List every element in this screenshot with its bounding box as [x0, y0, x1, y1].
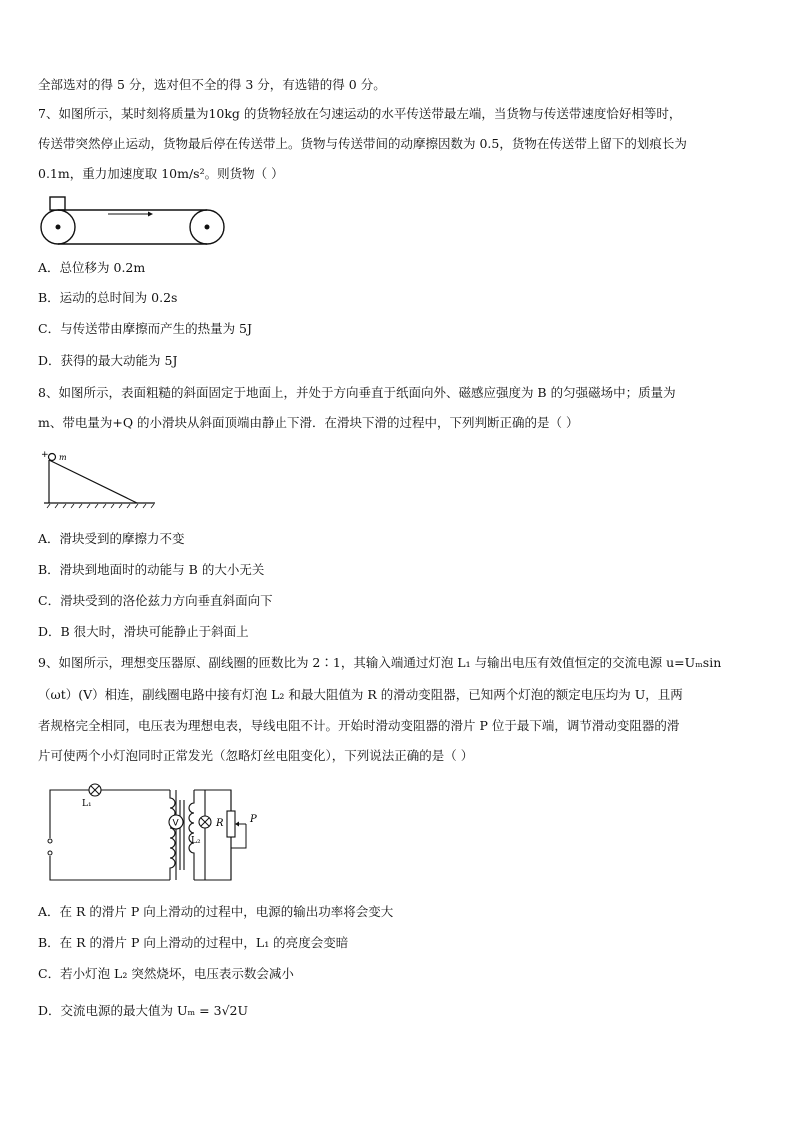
voltmeter: [169, 815, 183, 829]
question-8-option-d: D．B 很大时，滑块可能静止于斜面上: [38, 624, 249, 639]
incline-slope: [49, 460, 137, 503]
question-7-option-c: C．与传送带由摩擦而产生的热量为 5J: [38, 321, 253, 336]
question-8-option-a: A．滑块受到的摩擦力不变: [38, 531, 185, 546]
slider-block: [49, 454, 56, 461]
primary-circuit-wire: [50, 790, 170, 838]
slider-p-label: P: [250, 814, 257, 825]
ac-source-terminal-top: [48, 839, 52, 843]
rheostat-r: [227, 811, 235, 837]
ac-source-terminal-bottom: [48, 851, 52, 855]
question-9-line-1: 9、如图所示，理想变压器原、副线圈的匝数比为 2∶1，其输入端通过灯泡 L₁ 与输出电压有效值恒定的交流电源 u=Uₘsin: [38, 655, 722, 670]
mass-label: m: [59, 453, 67, 462]
question-8-line-2: m、带电量为+Q 的小滑块从斜面顶端由静止下滑．在滑块下滑的过程中，下列判断正确的是（ ）: [38, 415, 579, 430]
lamp-l2: [199, 816, 211, 828]
question-8-option-b: B．滑块到地面时的动能与 B 的大小无关: [38, 562, 265, 577]
question-9-option-b: B．在 R 的滑片 P 向上滑动的过程中，L₁ 的亮度会变暗: [38, 935, 349, 950]
question-9-option-c: C．若小灯泡 L₂ 突然烧坏，电压表示数会减小: [38, 966, 294, 981]
rheostat-r-label: R: [216, 818, 224, 829]
question-9-line-2: （ωt）(V）相连，副线圈电路中接有灯泡 L₂ 和最大阻值为 R 的滑动变阻器，已知两个灯泡的额定电压均为 U，且两: [38, 687, 683, 702]
lamp-l1: [89, 784, 101, 796]
question-9-option-a: A．在 R 的滑片 P 向上滑动的过程中，电源的输出功率将会变大: [38, 904, 394, 919]
question-9-line-3: 者规格完全相同，电压表为理想电表，导线电阻不计。开始时滑动变阻器的滑片 P 位于最下端，调节滑动变阻器的滑: [38, 718, 680, 733]
lamp-l1-label: L₁: [82, 799, 92, 809]
question-9-option-d: D．交流电源的最大值为 Uₘ = 3√2U: [38, 1003, 249, 1018]
question-7-line-3: 0.1m，重力加速度取 10m/s²。则货物（ ）: [38, 166, 284, 181]
question-7-option-d: D．获得的最大动能为 5J: [38, 353, 178, 368]
secondary-branches: [172, 778, 262, 888]
question-7-line-2: 传送带突然停止运动，货物最后停在传送带上。货物与传送带间的动摩擦因数为 0.5，货物在传送带上留下的划痕长为: [38, 136, 687, 151]
lamp-l2-label: L₂: [191, 836, 201, 846]
conveyor-belt-figure: [40, 197, 230, 245]
question-7-option-b: B．运动的总时间为 0.2s: [38, 290, 178, 305]
cargo-box: [50, 197, 65, 210]
question-7-line-1: 7、如图所示，某时刻将质量为10kg 的货物轻放在匀速运动的水平传送带最左端，当货物与传送带速度恰好相等时，: [38, 106, 682, 121]
charge-sign: +: [41, 450, 49, 460]
svg-text:V: V: [172, 818, 179, 829]
question-8-line-1: 8、如图所示，表面粗糙的斜面固定于地面上，并处于方向垂直于纸面向外、磁感应强度为 B 的匀强磁场中；质量为: [38, 385, 676, 400]
intro-text: 全部选对的得 5 分，选对但不全的得 3 分，有选错的得 0 分。: [38, 77, 386, 92]
question-7-option-a: A．总位移为 0.2m: [38, 260, 146, 275]
incline-figure: [40, 448, 160, 510]
question-9-line-4: 片可使两个小灯泡同时正常发光（忽略灯丝电阻变化），下列说法正确的是（ ）: [38, 748, 474, 763]
question-8-option-c: C．滑块受到的洛伦兹力方向垂直斜面向下: [38, 593, 273, 608]
ground-hatching: [47, 504, 154, 508]
